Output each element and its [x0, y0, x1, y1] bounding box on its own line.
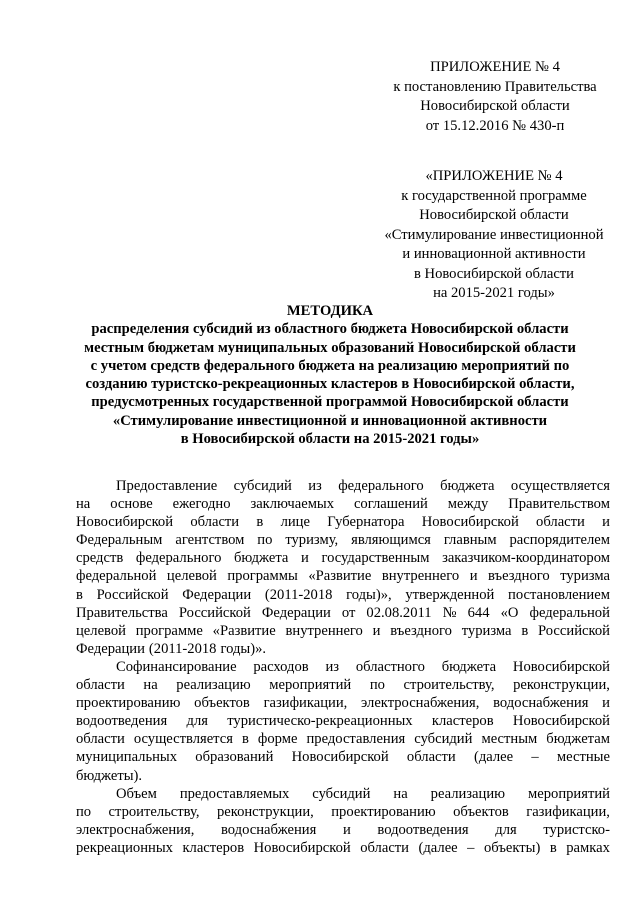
paragraph-line: средств федерального бюджета и государственным заказчиком-координатором — [76, 550, 610, 567]
appendix-program-line: «ПРИЛОЖЕНИЕ № 4 — [425, 168, 563, 184]
paragraph-line: области на реализацию мероприятий по строительству, реконструкции, — [76, 677, 610, 694]
paragraph-line: проектированию объектов газификации, электроснабжения, водоснабжения и — [76, 695, 610, 712]
paragraph-line: Софинансирование расходов из областного бюджета Новосибирской — [116, 658, 610, 675]
title-line: предусмотренных государственной программой Новосибирской области — [91, 394, 569, 411]
title-line: с учетом средств федерального бюджета на реализацию мероприятий по — [90, 357, 570, 374]
appendix-program-line: и инновационной активности — [402, 246, 586, 262]
title-line: «Стимулирование инвестиционной и инновационной активности — [112, 412, 548, 429]
paragraph-line: Правительства Российской Федерации от 02.08.2011 № 644 «О федеральной — [76, 604, 610, 621]
appendix-decree-line: от 15.12.2016 № 430-п — [425, 117, 565, 134]
paragraph-line: водоотведения для туристическо-рекреационных кластеров Новосибирской — [76, 713, 610, 730]
appendix-program-line: «Стимулирование инвестиционной — [384, 226, 604, 243]
paragraph-line: рекреационных кластеров Новосибирской области (далее – объекты) в рамках — [76, 839, 610, 856]
appendix-decree-block — [390, 58, 600, 136]
paragraph-line: федеральной целевой программы «Развитие внутреннего и въездного туризма — [76, 568, 610, 585]
paragraph-line: в Российской Федерации (2011-2018 годы)», утвержденной постановлением — [76, 586, 610, 603]
appendix-program-block — [378, 167, 610, 304]
title-line: местным бюджетам муниципальных образований Новосибирской области — [84, 339, 576, 356]
paragraph-line: бюджеты). — [76, 767, 143, 784]
paragraph-line: муниципальных образований Новосибирской области (далее – местные — [76, 749, 610, 766]
title-line: созданию туристско-рекреационных кластеров в Новосибирской области, — [85, 376, 575, 393]
paragraph — [76, 477, 610, 658]
appendix-decree-line: к постановлению Правительства — [393, 78, 597, 95]
appendix-program-line: в Новосибирской области — [413, 265, 574, 282]
paragraph — [76, 785, 610, 857]
paragraph-line: Предоставление субсидий из федерального бюджета осуществляется — [116, 478, 610, 494]
paragraph-line: Объем предоставляемых субсидий на реализацию мероприятий — [116, 785, 610, 802]
paragraph-line: Федерации (2011-2018 годы)». — [76, 640, 267, 657]
paragraph — [76, 658, 610, 785]
paragraph-line: электроснабжения, водоснабжения и водоотведения для туристско- — [76, 821, 610, 838]
appendix-decree-line: Новосибирской области — [420, 98, 570, 114]
paragraph-line: области осуществляется в форме предоставления субсидий местным бюджетам — [76, 731, 610, 748]
paragraph-line: целевой программе «Развитие внутреннего и въездного туризма в Российской — [76, 622, 610, 639]
paragraph-line: Новосибирской области в лице Губернатора Новосибирской области и — [76, 514, 610, 531]
appendix-program-line: к государственной программе — [401, 187, 587, 204]
document-title — [60, 302, 600, 448]
title-heading: МЕТОДИКА — [286, 303, 374, 319]
title-line: распределения субсидий из областного бюджета Новосибирской области — [91, 321, 569, 338]
paragraph-line: по строительству, реконструкции, проектированию объектов газификации, — [76, 803, 610, 820]
document-body — [76, 477, 610, 857]
paragraph-line: Федеральным агентством по туризму, являющимся главным распорядителем — [76, 532, 610, 549]
title-line: в Новосибирской области на 2015-2021 годы» — [180, 431, 480, 448]
appendix-program-line: Новосибирской области — [419, 207, 569, 223]
appendix-decree-line: ПРИЛОЖЕНИЕ № 4 — [430, 59, 560, 75]
paragraph-line: на основе ежегодно заключаемых соглашений между Правительством — [76, 496, 610, 513]
appendix-program-line: на 2015-2021 годы» — [433, 285, 555, 301]
